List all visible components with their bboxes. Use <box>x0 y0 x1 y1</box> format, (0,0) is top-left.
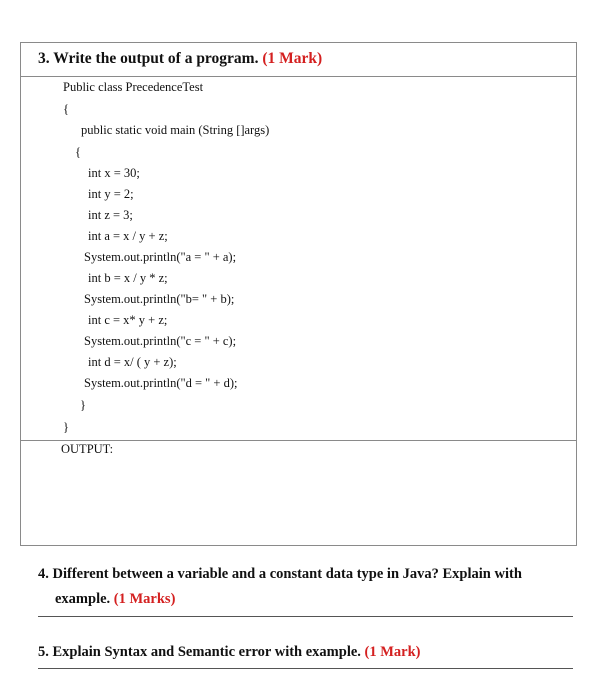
question-5-number: 5. <box>38 644 49 660</box>
code-line: } <box>63 420 69 434</box>
question-4-heading-line-1 <box>38 566 522 583</box>
question-5-underline <box>38 668 573 669</box>
code-line: { <box>75 145 81 159</box>
question-4-heading-line-2 <box>55 591 175 608</box>
code-line: int b = x / y * z; <box>88 271 168 285</box>
code-line: int x = 30; <box>88 166 140 180</box>
code-line: Public class PrecedenceTest <box>63 80 204 94</box>
question-3-marks: (1 Mark) <box>262 50 323 67</box>
code-line: int z = 3; <box>88 208 133 222</box>
question-3-title: Write the output of a program. <box>53 50 259 67</box>
question-4-number: 4. <box>38 566 49 582</box>
question-3-number: 3. <box>38 50 50 67</box>
code-line: int c = x* y + z; <box>88 313 168 327</box>
question-3-heading <box>38 50 322 68</box>
output-label: OUTPUT: <box>61 442 114 456</box>
code-line: public static void main (String []args) <box>81 123 270 137</box>
question-4-marks: (1 Marks) <box>113 591 176 607</box>
code-line: int y = 2; <box>88 187 134 201</box>
question-5-heading <box>38 644 421 661</box>
code-line: } <box>80 398 86 412</box>
question-4-title-line-1: Different between a variable and a constant data type in Java? Explain with <box>52 566 522 582</box>
question-4-underline <box>38 616 573 617</box>
output-divider <box>21 440 576 441</box>
question-4-title-line-2: example. <box>55 591 111 607</box>
code-line: { <box>63 102 69 116</box>
code-line: System.out.println("b= " + b); <box>84 292 235 306</box>
code-line: int d = x/ ( y + z); <box>88 355 177 369</box>
question-5-marks: (1 Mark) <box>364 644 421 660</box>
question-5-title: Explain Syntax and Semantic error with example. <box>52 644 361 660</box>
code-line: System.out.println("d = " + d); <box>84 376 238 390</box>
question-3-header-row <box>21 43 576 77</box>
code-line: System.out.println("c = " + c); <box>84 334 237 348</box>
question-3-table <box>20 42 577 546</box>
code-line: System.out.println("a = " + a); <box>84 250 237 264</box>
output-answer-area <box>21 459 576 545</box>
code-line: int a = x / y + z; <box>88 229 168 243</box>
